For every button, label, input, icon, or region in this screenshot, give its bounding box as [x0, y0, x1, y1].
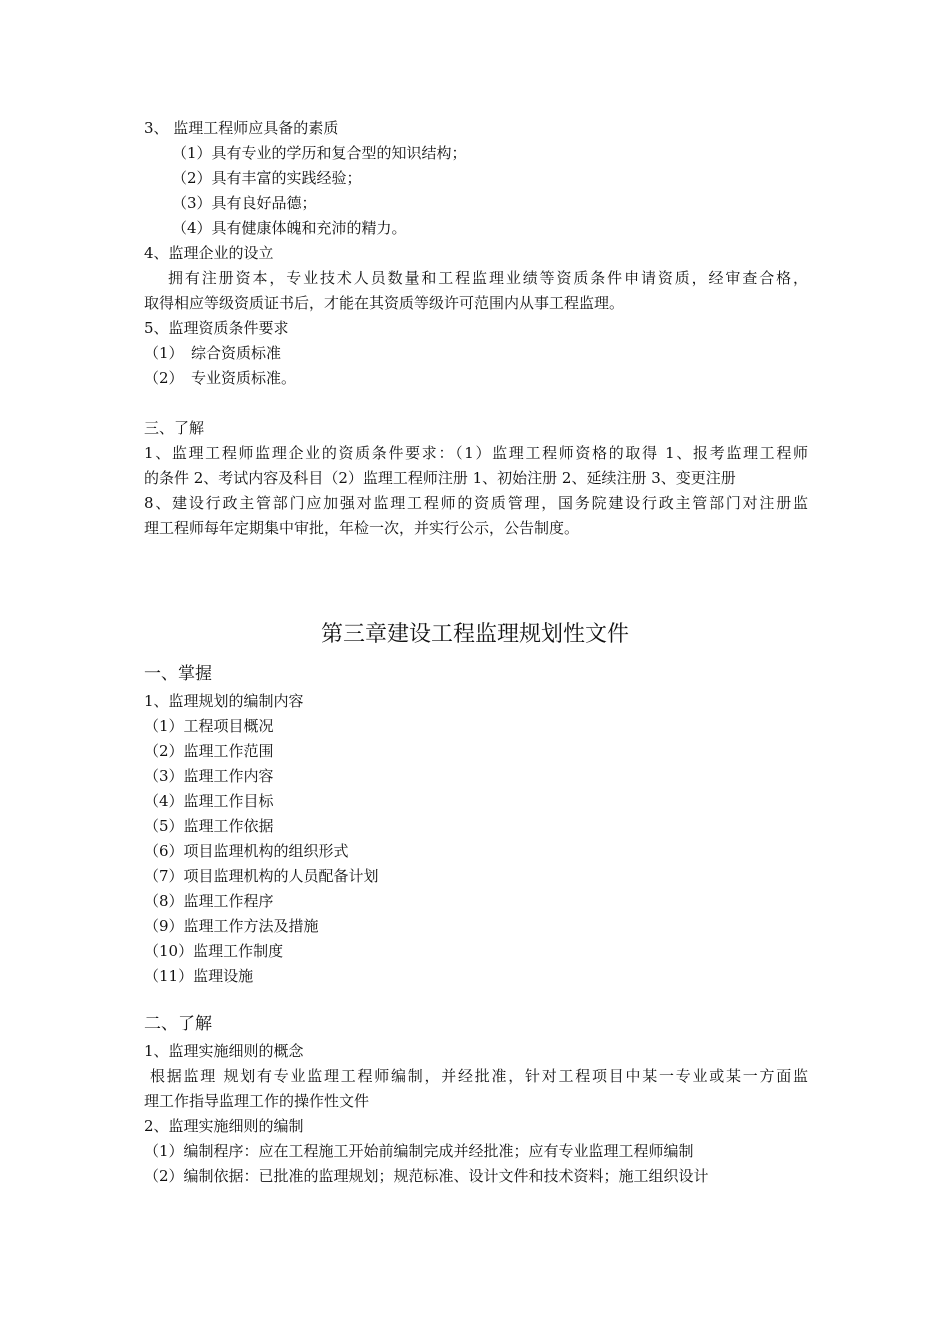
chapter-title: 第三章建设工程监理规划性文件: [320, 622, 629, 647]
list-item: （5）监理工作依据: [144, 817, 274, 835]
section-heading: 一、掌握: [144, 664, 212, 684]
list-item: （10）监理工作制度: [144, 942, 284, 960]
item-3-heading: 3、 监理工程师应具备的素质: [144, 119, 339, 137]
item-5-heading: 5、监理资质条件要求: [144, 319, 289, 337]
paragraph-line: 根据监理 规划有专业监理工程师编制，并经批准，针对工程项目中某一专业或某一方面监: [150, 1067, 808, 1085]
paragraph-line: 取得相应等级资质证书后，才能在其资质等级许可范围内从事工程监理。: [144, 294, 625, 312]
paragraph-line: 拥有注册资本，专业技术人员数量和工程监理业绩等资质条件申请资质，经审查合格，: [168, 269, 808, 287]
subsection-heading: 1、监理规划的编制内容: [144, 692, 304, 710]
item-4-heading: 4、监理企业的设立: [144, 244, 274, 262]
qualification-item-2: （2） 专业资质标准。: [144, 369, 297, 387]
list-item: （1）编制程序：应在工程施工开始前编制完成并经批准；应有专业监理工程师编制: [144, 1142, 694, 1160]
subsection-heading: 1、监理实施细则的概念: [144, 1042, 304, 1060]
list-item: （7）项目监理机构的人员配备计划: [144, 867, 379, 885]
list-item: （11）监理设施: [144, 967, 254, 985]
list-item: （2）编制依据：已批准的监理规划；规范标准、设计文件和技术资料；施工组织设计: [144, 1167, 709, 1185]
paragraph-line: 8、建设行政主管部门应加强对监理工程师的资质管理，国务院建设行政主管部门对注册监: [144, 494, 808, 512]
list-item: （2）监理工作范围: [144, 742, 274, 760]
list-item: （3）监理工作内容: [144, 767, 274, 785]
quality-item-1: （1）具有专业的学历和复合型的知识结构；: [172, 144, 467, 162]
list-item: （4）监理工作目标: [144, 792, 274, 810]
list-item: （1）工程项目概况: [144, 717, 274, 735]
paragraph-line: 理工作指导监理工作的操作性文件: [144, 1092, 370, 1110]
quality-item-2: （2）具有丰富的实践经验；: [172, 169, 362, 187]
quality-item-3: （3）具有良好品德；: [172, 194, 317, 212]
quality-item-4: （4）具有健康体魄和充沛的精力。: [172, 219, 407, 237]
paragraph-line: 的条件 2、考试内容及科目（2）监理工程师注册 1、初始注册 2、延续注册 3、变更注册: [144, 469, 736, 487]
section-heading: 二、了解: [144, 1014, 212, 1034]
paragraph-line: 1、监理工程师监理企业的资质条件要求：（1）监理工程师资格的取得 1、报考监理工程师: [144, 444, 808, 462]
list-item: （8）监理工作程序: [144, 892, 274, 910]
subsection-heading: 2、监理实施细则的编制: [144, 1117, 304, 1135]
list-item: （9）监理工作方法及措施: [144, 917, 319, 935]
section-heading: 三、了解: [144, 419, 205, 437]
qualification-item-1: （1） 综合资质标准: [144, 344, 282, 362]
paragraph-line: 理工程师每年定期集中审批，年检一次，并实行公示，公告制度。: [144, 519, 580, 537]
list-item: （6）项目监理机构的组织形式: [144, 842, 349, 860]
